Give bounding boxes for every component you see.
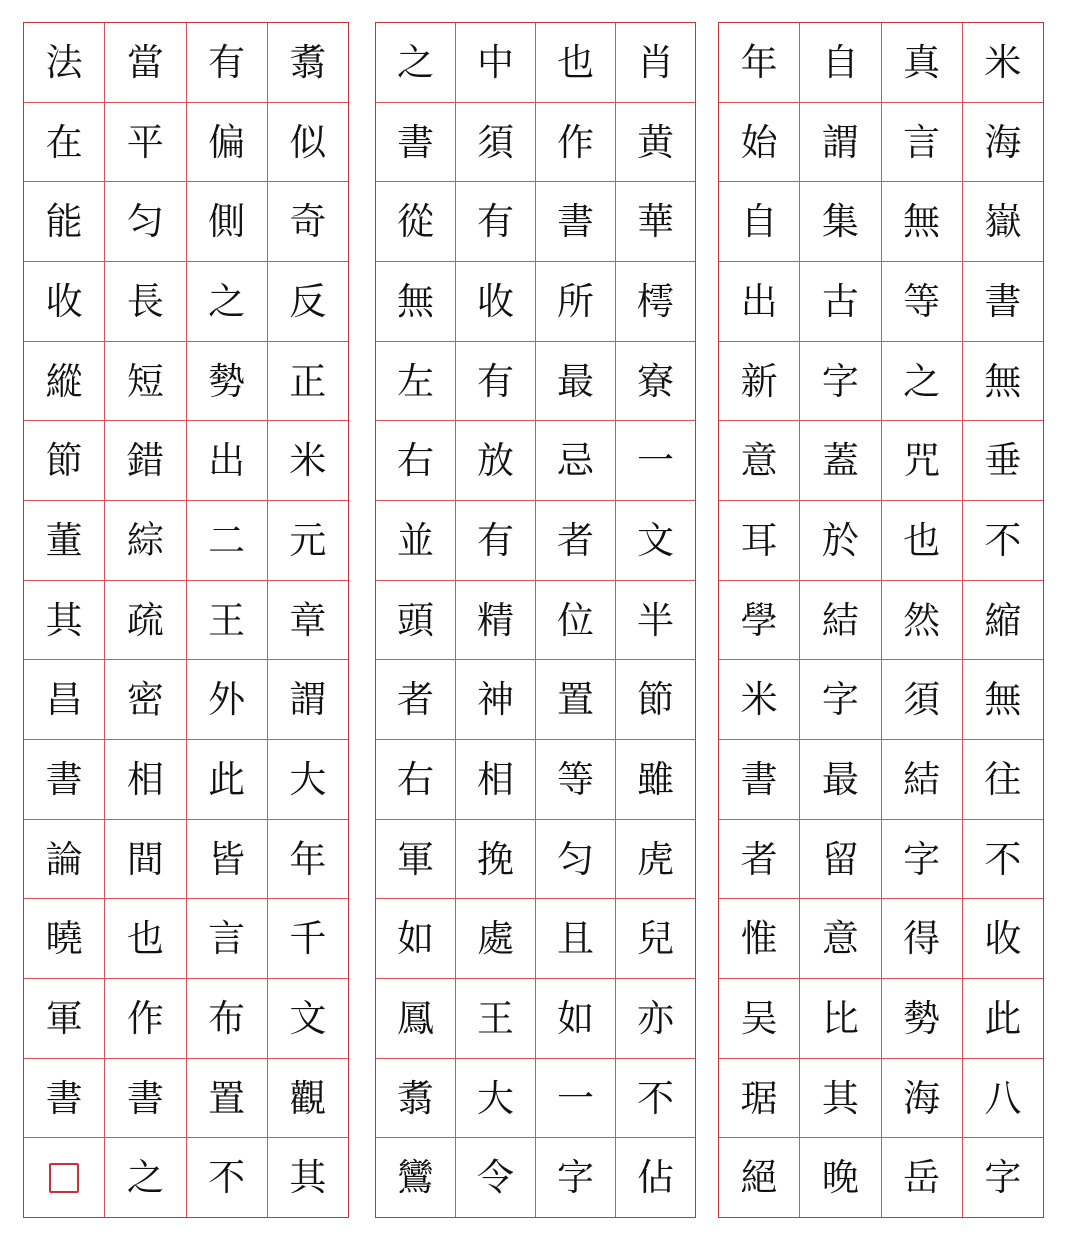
panel-right [718, 22, 1044, 1218]
character-cell: 從 [376, 181, 455, 261]
character-cell: 放 [456, 420, 535, 500]
character-cell: 謂 [268, 659, 348, 739]
character-cell: 之 [397, 40, 434, 84]
character-cell: 等 [536, 739, 615, 819]
character-cell: 肖 [637, 40, 674, 84]
character-cell: 其 [268, 1137, 348, 1217]
character-cell: 一 [536, 1058, 615, 1138]
panel-left [23, 22, 349, 1218]
character-cell: 岳 [882, 1137, 962, 1217]
character-cell: 無 [376, 261, 455, 341]
character-cell: 如 [376, 898, 455, 978]
character-cell: 相 [105, 739, 185, 819]
character-cell: 密 [105, 659, 185, 739]
character-cell: 字 [963, 1137, 1043, 1217]
character-cell: 在 [24, 102, 104, 182]
character-cell: 嶽 [963, 181, 1043, 261]
character-cell: 米 [984, 40, 1022, 84]
character-cell: 王 [187, 580, 267, 660]
text-column [376, 23, 455, 1217]
character-cell: 法 [45, 40, 83, 84]
character-cell: 往 [963, 739, 1043, 819]
character-cell: 米 [719, 659, 799, 739]
character-cell: 字 [800, 341, 880, 421]
character-cell: 黄 [616, 102, 695, 182]
character-cell: 作 [536, 102, 615, 182]
character-cell: 此 [963, 978, 1043, 1058]
character-cell: 正 [268, 341, 348, 421]
character-cell: 觀 [268, 1058, 348, 1138]
character-cell: 意 [719, 420, 799, 500]
character-cell: 頭 [376, 580, 455, 660]
character-cell: 相 [456, 739, 535, 819]
character-cell: 須 [456, 102, 535, 182]
character-cell: 節 [616, 659, 695, 739]
character-cell: 亦 [616, 978, 695, 1058]
character-cell: 奇 [268, 181, 348, 261]
text-column [455, 23, 535, 1217]
character-cell: 須 [882, 659, 962, 739]
character-cell: 短 [105, 341, 185, 421]
character-cell: 樗 [616, 261, 695, 341]
character-cell: 似 [268, 102, 348, 182]
character-cell: 元 [268, 500, 348, 580]
character-cell: 也 [882, 500, 962, 580]
character-cell: 精 [456, 580, 535, 660]
character-cell: 收 [456, 261, 535, 341]
character-cell: 無 [963, 341, 1043, 421]
character-cell: 疏 [105, 580, 185, 660]
text-column [186, 23, 267, 1217]
character-cell: 惟 [719, 898, 799, 978]
character-cell: 綜 [105, 500, 185, 580]
character-cell: 等 [882, 261, 962, 341]
character-cell: 令 [456, 1137, 535, 1217]
character-cell: 米 [268, 420, 348, 500]
character-cell: 言 [882, 102, 962, 182]
character-cell: 者 [376, 659, 455, 739]
text-column [719, 23, 799, 1217]
character-cell: 此 [187, 739, 267, 819]
character-cell [24, 1137, 104, 1217]
character-cell: 不 [963, 500, 1043, 580]
character-cell: 於 [800, 500, 880, 580]
character-cell: 處 [456, 898, 535, 978]
character-cell: 長 [105, 261, 185, 341]
character-cell: 其 [24, 580, 104, 660]
character-cell: 新 [719, 341, 799, 421]
character-cell: 書 [719, 739, 799, 819]
character-cell: 集 [800, 181, 880, 261]
text-column [535, 23, 615, 1217]
character-cell: 最 [800, 739, 880, 819]
character-cell: 始 [719, 102, 799, 182]
character-cell: 收 [24, 261, 104, 341]
character-cell: 置 [187, 1058, 267, 1138]
character-cell: 勢 [187, 341, 267, 421]
character-cell: 自 [821, 40, 859, 84]
character-cell: 鸞 [376, 1137, 455, 1217]
character-cell: 雖 [616, 739, 695, 819]
character-cell: 虎 [616, 819, 695, 899]
character-cell: 翥 [289, 40, 327, 84]
character-cell: 琚 [719, 1058, 799, 1138]
character-cell: 反 [268, 261, 348, 341]
character-cell: 謂 [800, 102, 880, 182]
character-cell: 有 [208, 40, 246, 84]
character-cell: 二 [187, 500, 267, 580]
character-cell: 書 [536, 181, 615, 261]
character-cell: 不 [187, 1137, 267, 1217]
character-cell: 中 [477, 40, 514, 84]
character-cell: 縱 [24, 341, 104, 421]
character-cell: 耳 [719, 500, 799, 580]
character-cell: 其 [800, 1058, 880, 1138]
character-cell: 有 [456, 500, 535, 580]
character-cell: 縮 [963, 580, 1043, 660]
character-cell: 側 [187, 181, 267, 261]
panel-middle [375, 22, 696, 1218]
text-column [881, 23, 962, 1217]
character-cell: 曉 [24, 898, 104, 978]
character-cell: 之 [882, 341, 962, 421]
character-cell: 鳳 [376, 978, 455, 1058]
character-cell: 當 [126, 40, 164, 84]
character-cell: 錯 [105, 420, 185, 500]
character-cell: 右 [376, 739, 455, 819]
character-cell: 海 [882, 1058, 962, 1138]
character-cell: 皆 [187, 819, 267, 899]
character-cell: 不 [963, 819, 1043, 899]
character-cell: 之 [187, 261, 267, 341]
character-cell: 能 [24, 181, 104, 261]
character-cell: 位 [536, 580, 615, 660]
character-cell: 間 [105, 819, 185, 899]
character-cell: 布 [187, 978, 267, 1058]
character-cell: 昌 [24, 659, 104, 739]
character-cell: 左 [376, 341, 455, 421]
text-column [267, 23, 348, 1217]
character-cell: 然 [882, 580, 962, 660]
character-cell: 論 [24, 819, 104, 899]
character-cell: 書 [105, 1058, 185, 1138]
character-cell: 八 [963, 1058, 1043, 1138]
character-cell: 董 [24, 500, 104, 580]
character-cell: 咒 [882, 420, 962, 500]
character-cell: 吴 [719, 978, 799, 1058]
character-cell: 言 [187, 898, 267, 978]
character-cell: 置 [536, 659, 615, 739]
character-cell: 年 [268, 819, 348, 899]
character-cell: 書 [24, 1058, 104, 1138]
character-cell: 書 [376, 102, 455, 182]
character-cell: 不 [616, 1058, 695, 1138]
character-cell: 挽 [456, 819, 535, 899]
character-cell: 偏 [187, 102, 267, 182]
character-cell: 收 [963, 898, 1043, 978]
character-cell: 蓋 [800, 420, 880, 500]
character-cell: 古 [800, 261, 880, 341]
character-cell: 字 [800, 659, 880, 739]
character-cell: 自 [719, 181, 799, 261]
character-cell: 外 [187, 659, 267, 739]
text-column [104, 23, 185, 1217]
character-cell: 勢 [882, 978, 962, 1058]
character-cell: 也 [105, 898, 185, 978]
character-cell: 右 [376, 420, 455, 500]
text-column [962, 23, 1043, 1217]
character-cell: 無 [963, 659, 1043, 739]
character-cell: 佔 [616, 1137, 695, 1217]
character-cell: 垂 [963, 420, 1043, 500]
character-cell: 忌 [536, 420, 615, 500]
character-cell: 文 [268, 978, 348, 1058]
character-cell: 之 [105, 1137, 185, 1217]
character-cell: 海 [963, 102, 1043, 182]
character-cell: 出 [719, 261, 799, 341]
character-cell: 兒 [616, 898, 695, 978]
character-cell: 大 [456, 1058, 535, 1138]
character-cell: 年 [740, 40, 778, 84]
character-cell: 出 [187, 420, 267, 500]
character-cell: 也 [557, 40, 594, 84]
character-cell: 作 [105, 978, 185, 1058]
character-cell: 一 [616, 420, 695, 500]
character-cell: 且 [536, 898, 615, 978]
character-cell: 華 [616, 181, 695, 261]
character-cell: 所 [536, 261, 615, 341]
character-cell: 匀 [105, 181, 185, 261]
character-cell: 者 [719, 819, 799, 899]
character-cell: 王 [456, 978, 535, 1058]
character-cell: 無 [882, 181, 962, 261]
character-cell: 者 [536, 500, 615, 580]
character-cell: 軍 [376, 819, 455, 899]
character-cell: 結 [882, 739, 962, 819]
character-cell: 晚 [800, 1137, 880, 1217]
character-cell: 並 [376, 500, 455, 580]
character-cell: 有 [456, 181, 535, 261]
character-cell: 如 [536, 978, 615, 1058]
character-cell: 千 [268, 898, 348, 978]
character-cell: 最 [536, 341, 615, 421]
character-cell: 半 [616, 580, 695, 660]
character-cell: 匀 [536, 819, 615, 899]
character-cell: 章 [268, 580, 348, 660]
character-cell: 字 [536, 1137, 615, 1217]
character-cell: 書 [24, 739, 104, 819]
character-cell: 平 [105, 102, 185, 182]
character-cell: 真 [903, 40, 941, 84]
character-cell: 結 [800, 580, 880, 660]
character-cell: 字 [882, 819, 962, 899]
text-column [24, 23, 104, 1217]
character-cell: 得 [882, 898, 962, 978]
character-cell: 節 [24, 420, 104, 500]
square-red-seal-icon [49, 1163, 79, 1193]
character-cell: 書 [963, 261, 1043, 341]
character-cell: 神 [456, 659, 535, 739]
character-cell: 意 [800, 898, 880, 978]
character-cell: 留 [800, 819, 880, 899]
character-cell: 翥 [376, 1058, 455, 1138]
text-column [615, 23, 695, 1217]
character-cell: 比 [800, 978, 880, 1058]
character-cell: 有 [456, 341, 535, 421]
character-cell: 大 [268, 739, 348, 819]
character-cell: 寮 [616, 341, 695, 421]
character-cell: 文 [616, 500, 695, 580]
character-cell: 軍 [24, 978, 104, 1058]
character-cell: 絕 [719, 1137, 799, 1217]
character-cell: 學 [719, 580, 799, 660]
text-column [799, 23, 880, 1217]
